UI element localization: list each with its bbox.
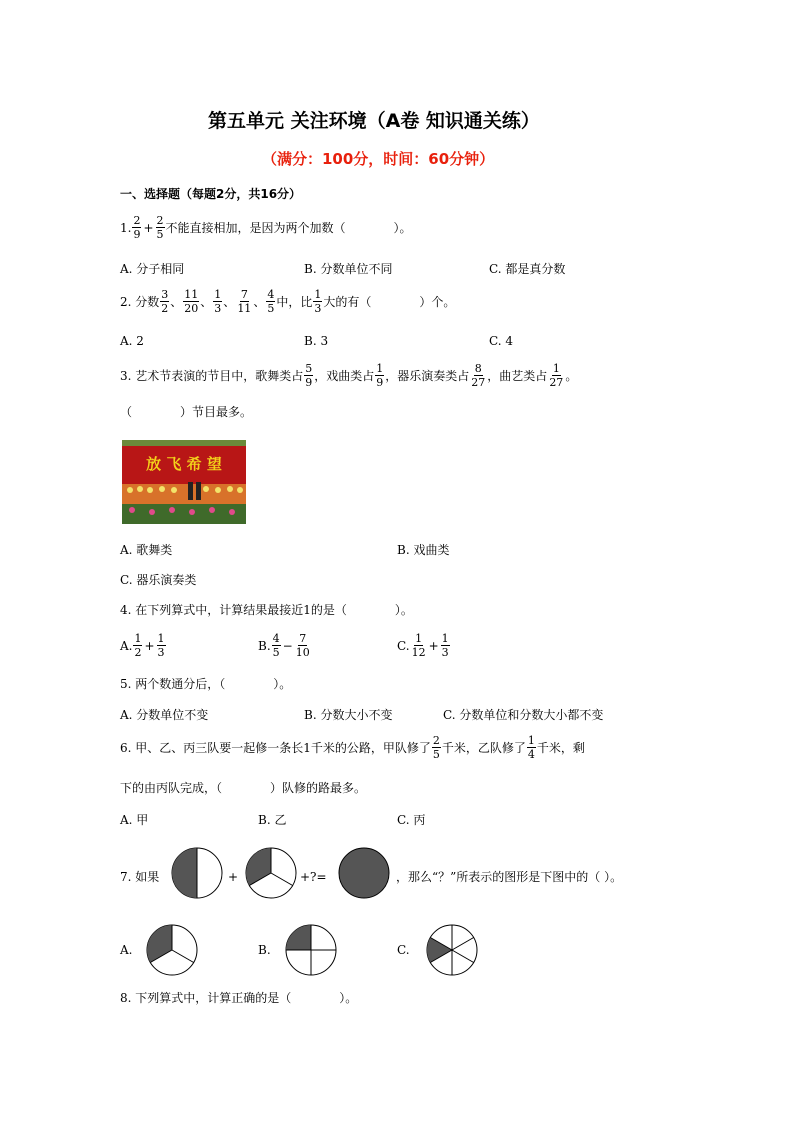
q3-option-a[interactable]: A. 歌舞类 <box>120 543 173 557</box>
q1-fraction-2: $\frac{2}{5}$ <box>156 214 164 241</box>
q7-plus: + <box>228 870 239 884</box>
q5-option-a[interactable]: A. 分数单位不变 <box>120 708 209 722</box>
question-6 <box>120 734 585 761</box>
q3-fraction-2: $\frac{1}{9}$ <box>376 362 384 389</box>
q2-reference-fraction: $\frac{1}{3}$ <box>314 288 322 315</box>
stage-photo-graphic <box>122 440 246 524</box>
q6-fraction-2: $\frac{1}{4}$ <box>527 734 535 761</box>
q3-line-2: （ ）节目最多。 <box>120 405 253 419</box>
q7-suffix: ，那么“？”所表示的图形是下图中的（ ）。 <box>396 870 623 884</box>
q4-c-fraction-1: $\frac{1}{12}$ <box>411 632 426 659</box>
q3-text-1: ，戏曲类占 <box>314 368 375 383</box>
section-header: 一、选择题（每题2分，共16分） <box>120 187 302 201</box>
question-8: 8. 下列算式中，计算正确的是（ ）。 <box>120 991 358 1005</box>
q3-prefix: 3. 艺术节表演的节目中，歌舞类占 <box>120 368 304 383</box>
q3-fraction-4: $\frac{1}{27}$ <box>549 362 564 389</box>
q4-option-a[interactable] <box>120 632 167 659</box>
q3-fraction-3: $\frac{8}{27}$ <box>471 362 486 389</box>
q2-separator: 、 <box>200 294 213 309</box>
q2-mid: 中，比 <box>276 294 313 309</box>
q1-option-b[interactable]: B. 分数单位不同 <box>304 262 393 276</box>
q2-option-a[interactable]: A. 2 <box>120 334 144 348</box>
q7-plus-question-equals: +?= <box>300 870 327 884</box>
stage-banner-text: 放 飞 希 望 <box>146 455 222 473</box>
q3-fraction-1: $\frac{5}{9}$ <box>305 362 313 389</box>
q1-plus: + <box>143 220 154 235</box>
q6-text-1: 6. 甲、乙、丙三队要一起修一条长1千米的公路，甲队修了 <box>120 740 431 755</box>
q7-prefix: 7. 如果 <box>120 870 160 884</box>
q3-option-c[interactable]: C. 器乐演奏类 <box>120 573 197 587</box>
q3-option-b[interactable]: B. 戏曲类 <box>397 543 450 557</box>
q2-option-c[interactable]: C. 4 <box>489 334 514 348</box>
question-2 <box>120 288 455 315</box>
q3-text-4: 。 <box>565 368 578 383</box>
q2-fraction-5: $\frac{4}{5}$ <box>267 288 275 315</box>
q2-tail: 大的有（ ）个。 <box>323 294 456 309</box>
q6-option-b[interactable]: B. 乙 <box>258 813 287 827</box>
stage-photo <box>122 440 246 524</box>
q3-text-3: ，曲艺类占 <box>487 368 548 383</box>
q4-option-c[interactable] <box>397 632 451 659</box>
q2-prefix: 2. 分数 <box>120 294 160 309</box>
q4-a-operator: + <box>144 638 155 653</box>
q4-b-fraction-1: $\frac{4}{5}$ <box>272 632 280 659</box>
question-4: 4. 在下列算式中，计算结果最接近1的是（ ）。 <box>120 603 413 617</box>
q1-option-c[interactable]: C. 都是真分数 <box>489 262 566 276</box>
question-3 <box>120 362 577 389</box>
q1-number: 1. <box>120 220 132 235</box>
q1-text: 不能直接相加，是因为两个加数（ ）。 <box>165 220 412 235</box>
q7-option-b-circle[interactable] <box>285 924 337 976</box>
q7-half-circle <box>171 847 223 899</box>
page-title: 第五单元 关注环境（A卷 知识通关练） <box>208 110 540 132</box>
q2-fraction-3: $\frac{1}{3}$ <box>214 288 222 315</box>
q5-option-c[interactable]: C. 分数单位和分数大小都不变 <box>443 708 604 722</box>
q7-option-c-circle[interactable] <box>426 924 478 976</box>
q2-separator: 、 <box>223 294 236 309</box>
q3-text-2: ，器乐演奏类占 <box>385 368 470 383</box>
q4-a-fraction-2: $\frac{1}{3}$ <box>157 632 165 659</box>
q4-option-b-label: B. <box>258 638 271 653</box>
q2-fraction-4: $\frac{7}{11}$ <box>237 288 252 315</box>
q4-b-operator: − <box>282 638 293 653</box>
q2-option-b[interactable]: B. 3 <box>304 334 329 348</box>
q2-separator: 、 <box>170 294 183 309</box>
q4-c-fraction-2: $\frac{1}{3}$ <box>441 632 449 659</box>
q7-option-c-label[interactable]: C. <box>397 943 410 957</box>
q4-a-fraction-1: $\frac{1}{2}$ <box>134 632 142 659</box>
q6-line-2: 下的由丙队完成，（ ）队修的路最多。 <box>120 781 367 795</box>
q4-b-fraction-2: $\frac{7}{10}$ <box>295 632 310 659</box>
page-subtitle: （满分：100分，时间：60分钟） <box>262 150 495 168</box>
q7-option-a-circle[interactable] <box>146 924 198 976</box>
q6-option-c[interactable]: C. 丙 <box>397 813 426 827</box>
q4-c-operator: + <box>428 638 439 653</box>
q7-option-a-label[interactable]: A. <box>120 943 133 957</box>
q5-option-b[interactable]: B. 分数大小不变 <box>304 708 393 722</box>
q4-option-c-label: C. <box>397 638 410 653</box>
question-1 <box>120 214 412 241</box>
q7-third-circle <box>245 847 297 899</box>
q4-option-b[interactable] <box>258 632 312 659</box>
question-5: 5. 两个数通分后，（ ）。 <box>120 677 292 691</box>
q4-option-a-label: A. <box>120 638 133 653</box>
q6-text-3: 千米，剩 <box>536 740 585 755</box>
q7-option-b-label[interactable]: B. <box>258 943 271 957</box>
q1-option-a[interactable]: A. 分子相同 <box>120 262 185 276</box>
q6-option-a[interactable]: A. 甲 <box>120 813 149 827</box>
q1-fraction-1: $\frac{2}{9}$ <box>133 214 141 241</box>
q7-full-circle <box>338 847 390 899</box>
q6-fraction-1: $\frac{2}{5}$ <box>432 734 440 761</box>
q2-fraction-2: $\frac{11}{20}$ <box>184 288 199 315</box>
q2-separator: 、 <box>253 294 266 309</box>
q6-text-2: 千米，乙队修了 <box>441 740 526 755</box>
q2-fraction-1: $\frac{3}{2}$ <box>161 288 169 315</box>
